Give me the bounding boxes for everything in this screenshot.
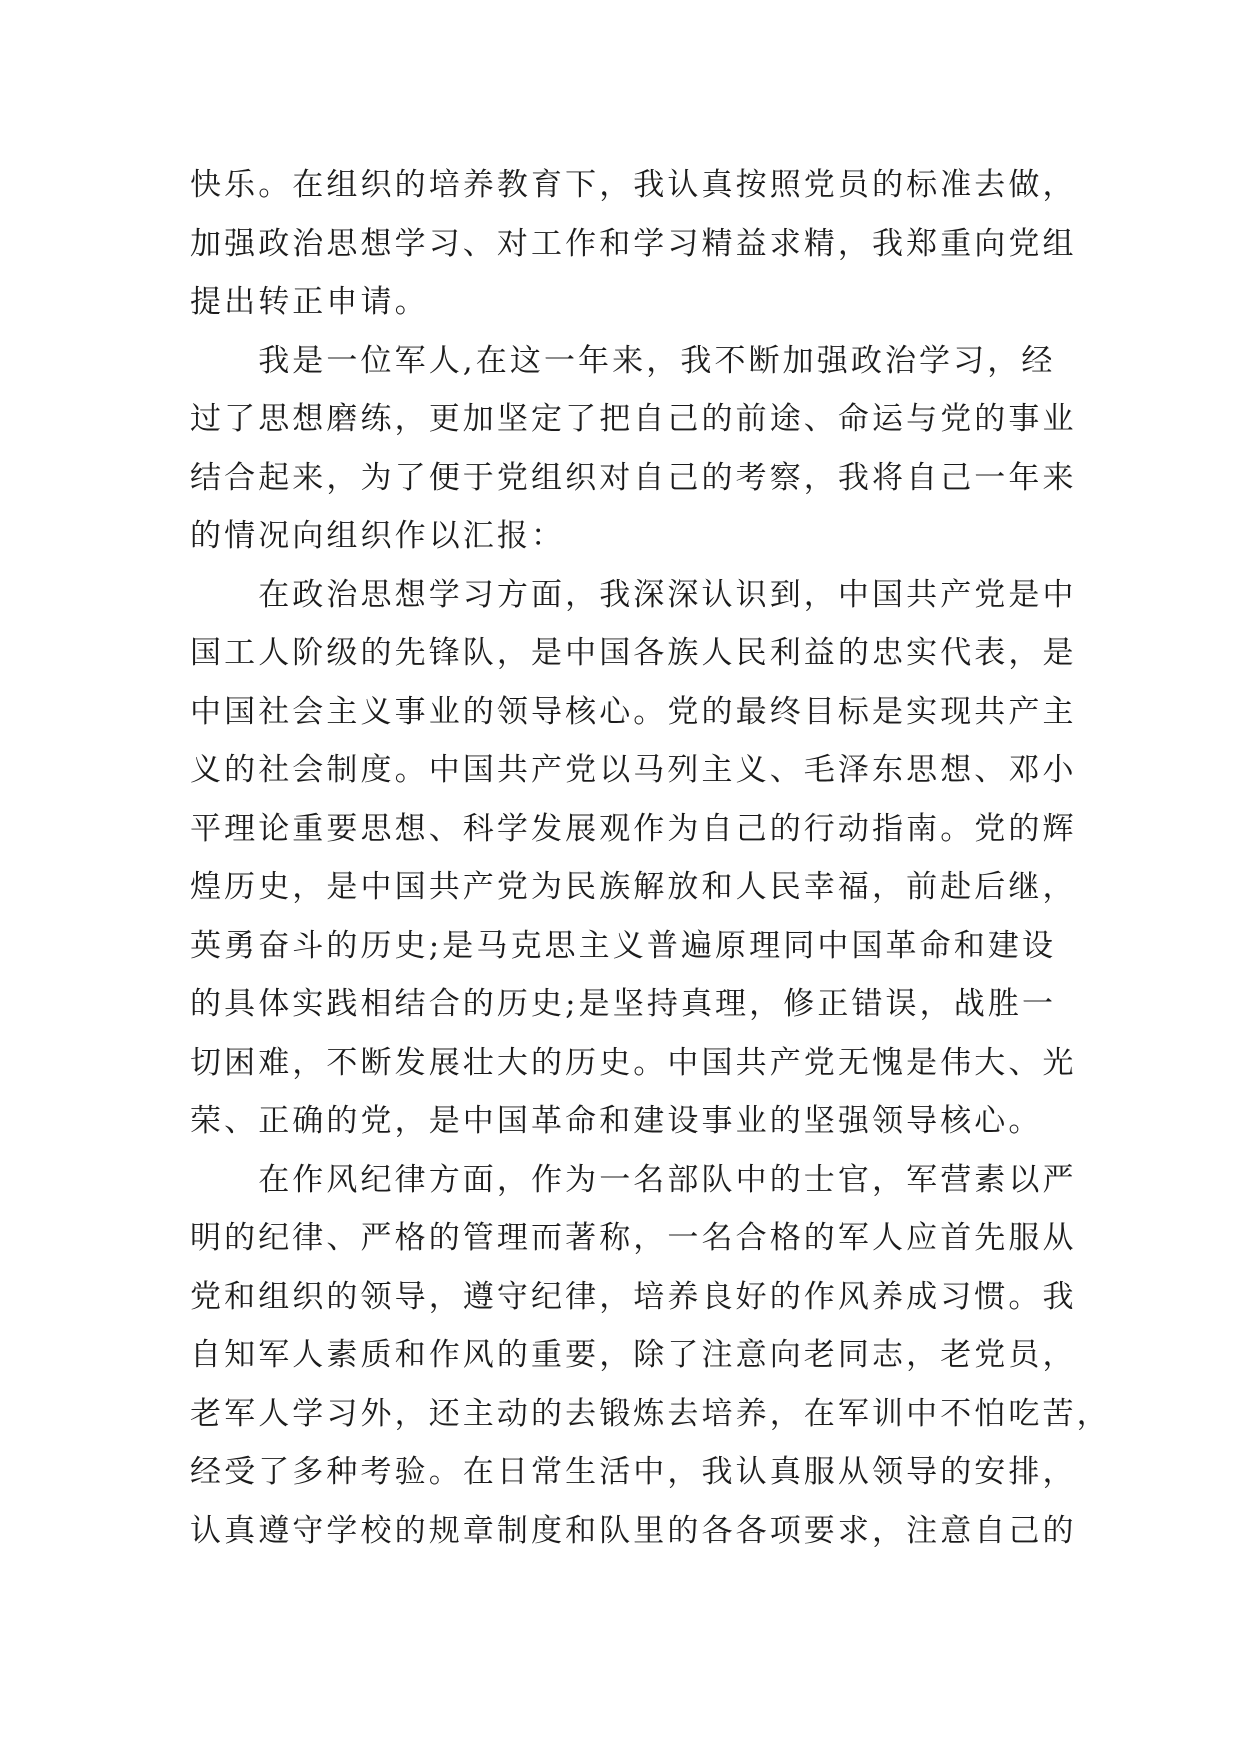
text-line: 在作风纪律方面，作为一名部队中的士官，军营素以严 (190, 1161, 1077, 1198)
paragraph-4 (190, 1151, 1111, 1561)
text-line: 在政治思想学习方面，我深深认识到，中国共产党是中 (190, 576, 1077, 613)
text-line: 切困难，不断发展壮大的历史。中国共产党无愧是伟大、光 (190, 1044, 1077, 1081)
text-line: 加强政治思想学习、对工作和学习精益求精，我郑重向党组 (190, 225, 1077, 262)
text-line: 自知军人素质和作风的重要，除了注意向老同志，老党员， (190, 1337, 1077, 1373)
document-body (190, 156, 1111, 1560)
text-line: 中国社会主义事业的领导核心。党的最终目标是实现共产主 (190, 693, 1077, 730)
text-line: 快乐。在组织的培养教育下，我认真按照党员的标准去做， (190, 167, 1077, 203)
paragraph-1 (190, 156, 1077, 332)
text-line: 的情况向组织作以汇报： (190, 518, 566, 554)
text-line: 提出转正申请。 (190, 284, 429, 320)
text-line: 经受了多种考验。在日常生活中，我认真服从领导的安排， (190, 1454, 1077, 1490)
text-line: 我是一位军人,在这一年来，我不断加强政治学习，经 (190, 342, 1056, 379)
paragraph-3 (190, 566, 1077, 1151)
text-line: 英勇奋斗的历史;是马克思主义普遍原理同中国革命和建设 (190, 927, 1057, 964)
text-line: 煌历史，是中国共产党为民族解放和人民幸福，前赴后继， (190, 869, 1077, 905)
text-line: 国工人阶级的先锋队，是中国各族人民利益的忠实代表，是 (190, 635, 1077, 671)
text-line: 结合起来，为了便于党组织对自己的考察，我将自己一年来 (190, 459, 1077, 496)
paragraph-2 (190, 332, 1077, 566)
text-line: 荣、正确的党，是中国革命和建设事业的坚强领导核心。 (190, 1103, 1043, 1139)
text-line: 认真遵守学校的规章制度和队里的各各项要求，注意自己的 (190, 1512, 1077, 1549)
text-line: 的具体实践相结合的历史;是坚持真理，修正错误，战胜一 (190, 986, 1057, 1022)
text-line: 老军人学习外，还主动的去锻炼去培养，在军训中不怕吃苦， (190, 1395, 1111, 1432)
text-line: 过了思想磨练，更加坚定了把自己的前途、命运与党的事业 (190, 401, 1077, 437)
text-line: 平理论重要思想、科学发展观作为自己的行动指南。党的辉 (190, 810, 1077, 847)
text-line: 明的纪律、严格的管理而著称，一名合格的军人应首先服从 (190, 1220, 1077, 1256)
text-line: 义的社会制度。中国共产党以马列主义、毛泽东思想、邓小 (190, 752, 1077, 788)
text-line: 党和组织的领导，遵守纪律，培养良好的作风养成习惯。我 (190, 1278, 1077, 1315)
